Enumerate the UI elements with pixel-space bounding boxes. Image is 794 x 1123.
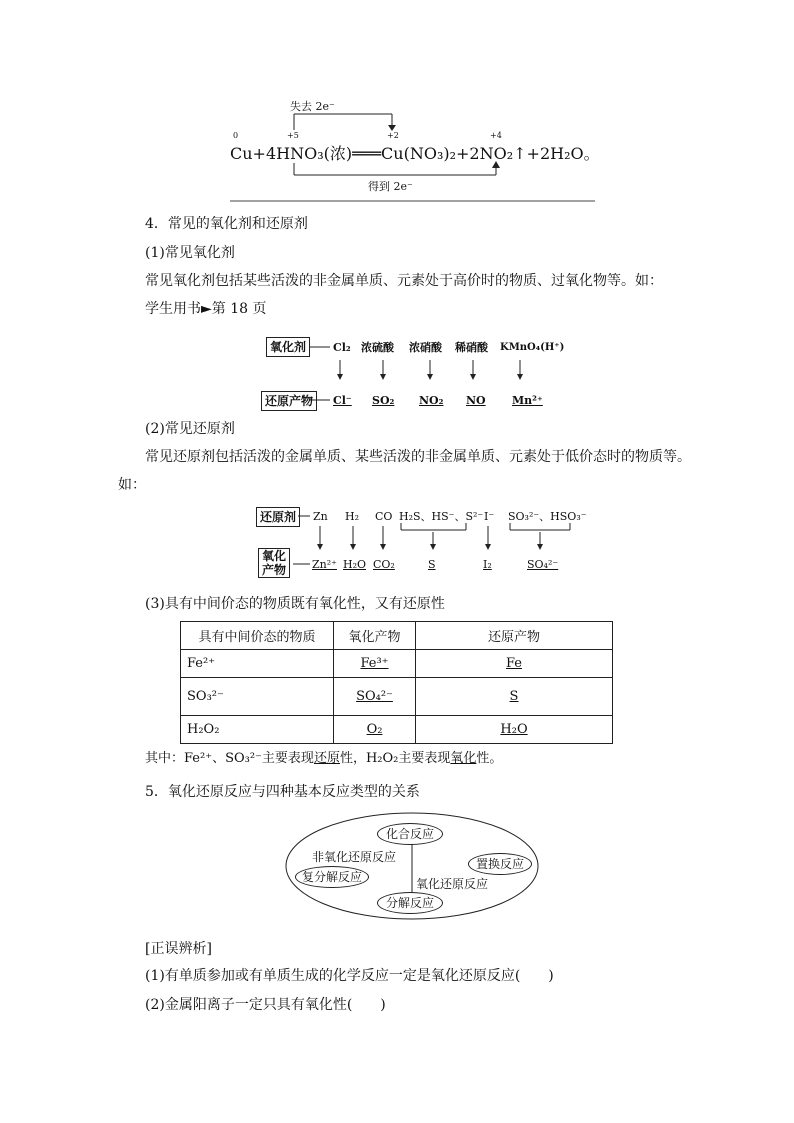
ox-state-n-lhs: +5 [287, 131, 299, 140]
judge-question-2: (2)金属阳离子一定只具有氧化性( ) [145, 997, 386, 1013]
reductants-paragraph-cont: 如： [118, 477, 146, 493]
eq-hno3: HNO₃(浓) [276, 144, 353, 163]
table-header-row [181, 622, 613, 650]
reductant-2: CO [375, 510, 393, 523]
table-cell: H₂O [416, 716, 613, 744]
reductant-5: SO₃²⁻、HSO₃⁻ [508, 510, 587, 523]
oxidized-1: H₂O [343, 558, 367, 571]
oxidant-2: 浓硝酸 [409, 341, 442, 354]
ox-state-n-rhs: +4 [490, 131, 502, 140]
reductant-4: I⁻ [484, 510, 495, 523]
ox-state-cu-rhs: +2 [387, 131, 399, 140]
eq-cu: Cu [230, 144, 253, 163]
reductant-3: H₂S、HS⁻、S²⁻ [399, 510, 484, 523]
displacement-reaction: 置换反应 [468, 853, 532, 875]
table-cell: SO₄²⁻ [334, 678, 416, 716]
table-row [181, 678, 613, 716]
judge-heading: [正误辨析] [145, 941, 212, 957]
table-row [181, 716, 613, 744]
eq-tail: ↑+2H₂O。 [513, 144, 600, 163]
reduced-4: Mn²⁺ [512, 394, 543, 407]
oxidized-label-line1: 氧化 [262, 549, 287, 563]
oxidant-0: Cl₂ [333, 341, 351, 354]
reductant-label: 还原剂 [256, 507, 300, 527]
table-cell: Fe²⁺ [181, 650, 334, 678]
note-mid: 性，H₂O₂主要表现 [339, 751, 451, 766]
note-end: 性。 [476, 751, 503, 766]
reduced-product-label: 还原产物 [261, 391, 317, 411]
table-header-cell: 氧化产物 [334, 622, 416, 650]
non-redox-label: 非氧化还原反应 [312, 850, 397, 864]
table-cell: SO₃²⁻ [181, 678, 334, 716]
note-oxidizing: 氧化 [450, 751, 477, 766]
table-cell: Fe [416, 650, 613, 678]
combination-reaction: 化合反应 [377, 823, 443, 845]
table-cell: Fe³⁺ [334, 650, 416, 678]
eq-sign: ═══ [352, 144, 382, 163]
oxidant-label: 氧化剂 [266, 337, 310, 357]
table-row [181, 650, 613, 678]
oxidized-5: SO₄²⁻ [527, 558, 559, 571]
note-reducing: 还原 [313, 751, 340, 766]
oxidized-4: I₂ [483, 558, 492, 571]
eq-plus-2: +2 [456, 144, 480, 163]
section5-heading: 5．氧化还原反应与四种基本反应类型的关系 [145, 784, 420, 800]
table-cell: O₂ [334, 716, 416, 744]
reductant-0: Zn [313, 510, 328, 523]
oxidized-0: Zn²⁺ [312, 558, 337, 571]
note-prefix: 其中：Fe²⁺、SO₃²⁻主要表现 [145, 751, 314, 766]
page-reference: 学生用书►第 18 页 [145, 301, 267, 317]
table-cell: S [416, 678, 613, 716]
table-header-cell: 具有中间价态的物质 [181, 622, 334, 650]
electron-loss-label: 失去 2e⁻ [290, 100, 335, 113]
eq-cu-no3: Cu(NO₃)₂ [381, 144, 457, 163]
judge-question-1: (1)有单质参加或有单质生成的化学反应一定是氧化还原反应( ) [145, 968, 554, 984]
oxidized-product-label [258, 548, 290, 578]
oxidant-1: 浓硫酸 [361, 341, 394, 354]
redox-label: 氧化还原反应 [416, 877, 489, 891]
oxidized-label-line2: 产物 [262, 563, 287, 577]
subsection-oxidants: (1)常见氧化剂 [145, 245, 235, 261]
eq-no2: NO₂ [479, 144, 514, 163]
table-note [145, 750, 502, 768]
reduced-0: Cl⁻ [333, 394, 352, 407]
reduced-3: NO [466, 394, 486, 407]
subsection-reductants: (2)常见还原剂 [145, 421, 235, 437]
electron-gain-label: 得到 2e⁻ [368, 180, 413, 193]
section4-heading: 4．常见的氧化剂和还原剂 [145, 216, 308, 232]
subsection-intermediate: (3)具有中间价态的物质既有氧化性，又有还原性 [145, 596, 445, 612]
reduced-2: NO₂ [419, 394, 444, 407]
reductant-1: H₂ [345, 510, 360, 523]
reduced-1: SO₂ [372, 394, 395, 407]
decomposition-reaction: 分解反应 [377, 892, 443, 914]
reductants-paragraph: 常见还原剂包括活泼的金属单质、某些活泼的非金属单质、元素处于低价态时的物质等。 [145, 449, 691, 465]
table-cell: H₂O₂ [181, 716, 334, 744]
oxidants-paragraph: 常见氧化剂包括某些活泼的非金属单质、元素处于高价时的物质、过氧化物等。如： [145, 273, 663, 289]
oxidized-2: CO₂ [373, 558, 395, 571]
intermediate-valence-table [180, 621, 613, 744]
double-decomposition-reaction: 复分解反应 [295, 866, 369, 888]
eq-plus-1: +4 [252, 144, 277, 163]
oxidized-3: S [428, 558, 436, 571]
ox-state-cu: 0 [233, 131, 239, 140]
oxidant-4: KMnO₄(H⁺) [500, 342, 565, 353]
table-header-cell: 还原产物 [416, 622, 613, 650]
oxidant-3: 稀硝酸 [455, 341, 488, 354]
equation-line [230, 141, 600, 164]
